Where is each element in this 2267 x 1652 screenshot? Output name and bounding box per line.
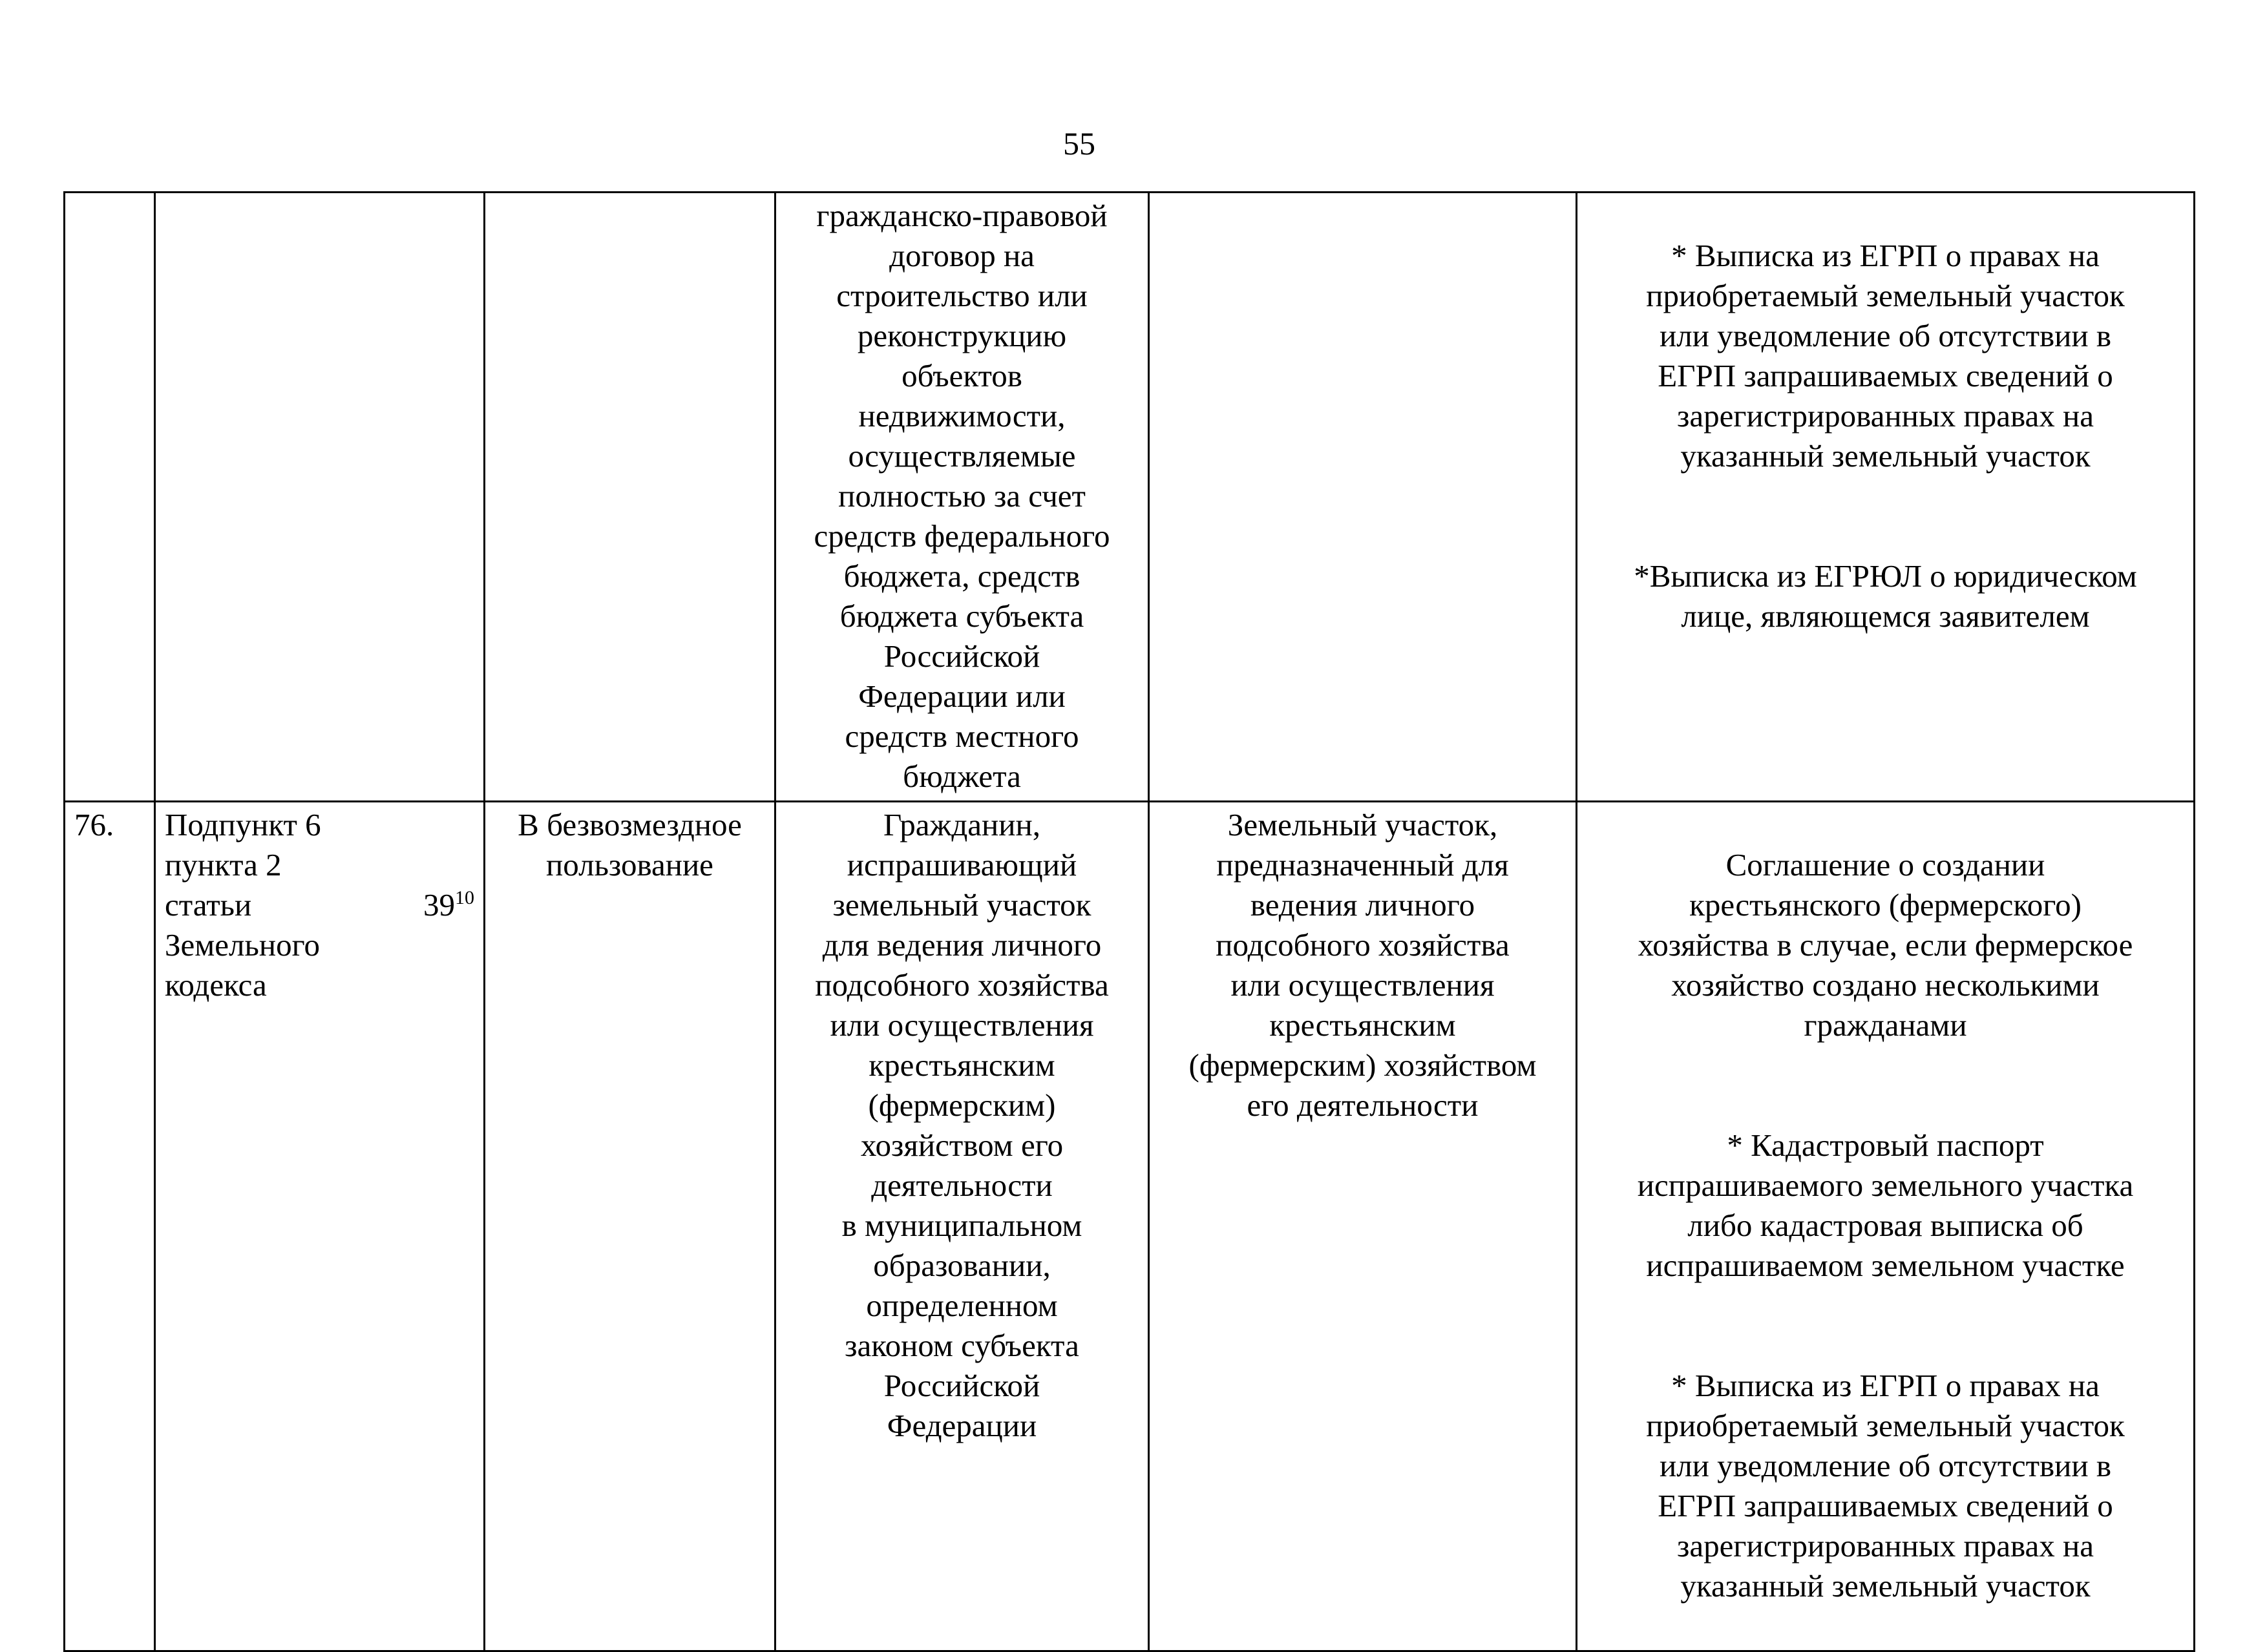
applicant-cell: Гражданин, испрашивающий земельный участок для ведения личного подсобного хозяйства или осуществления крестьянским (фермерским) хозяйством его деятельности в муниципальном образовании, определенном законом субъекта Российской Федерации: [775, 802, 1149, 1651]
legal-basis-line: Подпункт 6: [165, 807, 321, 842]
document-item: * Кадастровый паспорт испрашиваемого земельного участка либо кадастровая выписка об испрашиваемом земельном участке: [1637, 1127, 2134, 1283]
document-item: * Выписка из ЕГРП о правах на приобретаемый земельный участок или уведомление об отсутствии в ЕГРП запрашиваемых сведений о зарегистрированных правах на указанный земельный участок: [1646, 1368, 2125, 1604]
documents-cell: [1577, 193, 2195, 802]
article-number: [423, 885, 474, 925]
page-number: 55: [1063, 125, 1095, 162]
document-item: * Выписка из ЕГРП о правах на приобретаемый земельный участок или уведомление об отсутствии в ЕГРП запрашиваемых сведений о зарегистрированных правах на указанный земельный участок: [1646, 238, 2125, 474]
row-number-cell: [65, 193, 155, 802]
article-number-main: 39: [423, 887, 455, 923]
table-row: [65, 193, 2195, 802]
documents-cell: [1577, 802, 2195, 1651]
land-plot-cell: [1149, 193, 1577, 802]
document-item: *Выписка из ЕГРЮЛ о юридическом лице, являющемся заявителем: [1634, 558, 2137, 634]
documents-table: [63, 191, 2195, 1652]
legal-basis-cell: [155, 802, 485, 1651]
applicant-cell: гражданско-правовой договор на строительство или реконструкцию объектов недвижимости, осуществляемые полностью за счет средств федерального бюджета, средств бюджета субъекта Российской Федерации или средств местного бюджета: [775, 193, 1149, 802]
legal-basis-line: статьи: [165, 887, 252, 923]
table-row: [65, 802, 2195, 1651]
legal-basis-line: пункта 2: [165, 847, 282, 883]
legal-basis-line: кодекса: [165, 967, 267, 1003]
legal-basis-line: Земельного: [165, 927, 320, 963]
article-number-superscript: 10: [455, 887, 474, 908]
row-number-cell: 76.: [65, 802, 155, 1651]
legal-basis-cell: [155, 193, 485, 802]
land-plot-cell: Земельный участок, предназначенный для ведения личного подсобного хозяйства или осуществления крестьянским (фермерским) хозяйством его деятельности: [1149, 802, 1577, 1651]
document-item: Соглашение о создании крестьянского (фермерского) хозяйства в случае, если фермерское хозяйство создано несколькими гражданами: [1638, 847, 2133, 1043]
right-type-cell: В безвозмездное пользование: [485, 802, 775, 1651]
right-type-cell: [485, 193, 775, 802]
